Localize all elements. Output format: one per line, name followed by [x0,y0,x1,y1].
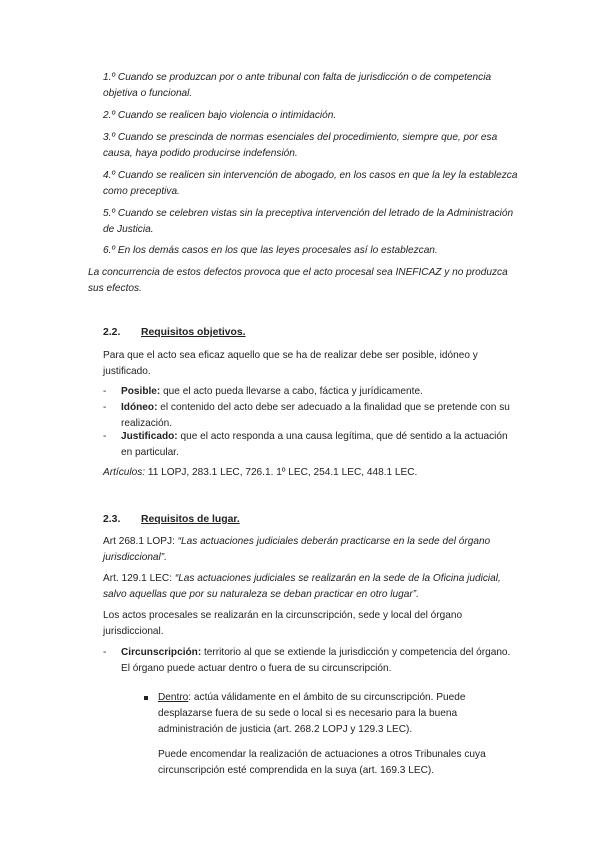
item-text: el contenido del acto debe ser adecuado a la finalidad que se pretende con su realización. [121,402,510,429]
conclusion-paragraph: La concurrencia de estos defectos provoca que el acto procesal sea INEFICAZ y no produzca sus efectos. [88,267,508,294]
item-term: Justificado: [121,431,178,442]
section-heading-place [103,512,240,528]
sub-list-item [144,690,520,738]
item-term: Circunscripción: [121,647,202,658]
article-quote: “Las actuaciones judiciales deberán practicarse en la sede del órgano jurisdiccional”. [103,536,491,563]
cause-2: 2.º Cuando se realicen bajo violencia o intimidación. [103,110,337,121]
objective-intro: Para que el acto sea eficaz aquello que se ha de realizar debe ser posible, idóneo y justificado. [103,350,478,377]
sub-item-paragraph: Puede encomendar la realización de actuaciones a otros Tribunales cuya circunscripción esté comprendida en la suya (art. 169.3 LEC). [158,749,486,776]
article-quote: “Las actuaciones judiciales se realizarán en la sede de la Oficina judicial, salvo aquellas que por su naturaleza se deban practicar en otro lugar”. [103,573,501,600]
article-ref: Art. 129.1 LEC: [103,573,175,584]
cause-5: 5.º Cuando se celebren vistas sin la preceptiva intervención del letrado de la Administración de Justicia. [103,208,514,235]
item-text: que el acto pueda llevarse a cabo, fáctica y jurídicamente. [160,386,423,397]
item-term: Posible: [121,386,161,397]
list-item: - Idóneo: el contenido del acto debe ser adecuado a la finalidad que se pretende con su realización. [103,402,510,429]
section-number: 2.3. [103,514,121,525]
article-quote-lopj [103,534,521,566]
section-title: Requisitos objetivos. [141,327,246,338]
place-paragraph: Los actos procesales se realizarán en la circunscripción, sede y local del órgano jurisdiccional. [103,610,463,637]
cause-4: 4.º Cuando se realicen sin intervención de abogado, en los casos en que la ley la establezca como preceptiva. [103,170,518,197]
item-term: Dentro [158,692,189,703]
list-item: - Posible: que el acto pueda llevarse a cabo, fáctica y jurídicamente. [103,386,423,397]
square-bullet-icon [144,696,148,700]
articles-label: Artículos: [103,467,146,478]
cause-3: 3.º Cuando se prescinda de normas esenciales del procedimiento, siempre que, por esa causa, haya podido producirse indefensión. [103,132,498,159]
article-ref: Art 268.1 LOPJ: [103,536,178,547]
item-text: territorio al que se extiende la jurisdicción y competencia del órgano. El órgano puede actuar dentro o fuera de su circunscripción. [121,647,511,674]
section-heading-objective [103,325,246,341]
item-term: Idóneo: [121,402,158,413]
section-title: Requisitos de lugar. [141,514,240,525]
article-quote-lec [103,571,521,603]
cause-6: 6.º En los demás casos en los que las leyes procesales así lo establezcan. [103,245,438,256]
list-item: - Justificado: que el acto responda a una causa legítima, que dé sentido a la actuación en particular. [103,431,508,458]
list-item: - Circunscripción: territorio al que se extiende la jurisdicción y competencia del órgano. El órgano puede actuar dentro o fuera de su circunscripción. [103,647,511,674]
articles-line [103,465,521,481]
item-text: : actúa válidamente en el ámbito de su circunscripción. Puede desplazarse fuera de su sede o local si es necesario para la buena administración de justicia (art. 268.2 LOPJ y 129.3 LEC). [158,692,466,735]
item-text: que el acto responda a una causa legítima, que dé sentido a la actuación en particular. [121,431,508,458]
articles-text: 11 LOPJ, 283.1 LEC, 726.1. 1º LEC, 254.1 LEC, 448.1 LEC. [145,467,418,478]
section-number: 2.2. [103,327,121,338]
cause-1: 1.º Cuando se produzcan por o ante tribunal con falta de jurisdicción o de competencia objetiva o funcional. [103,72,492,99]
